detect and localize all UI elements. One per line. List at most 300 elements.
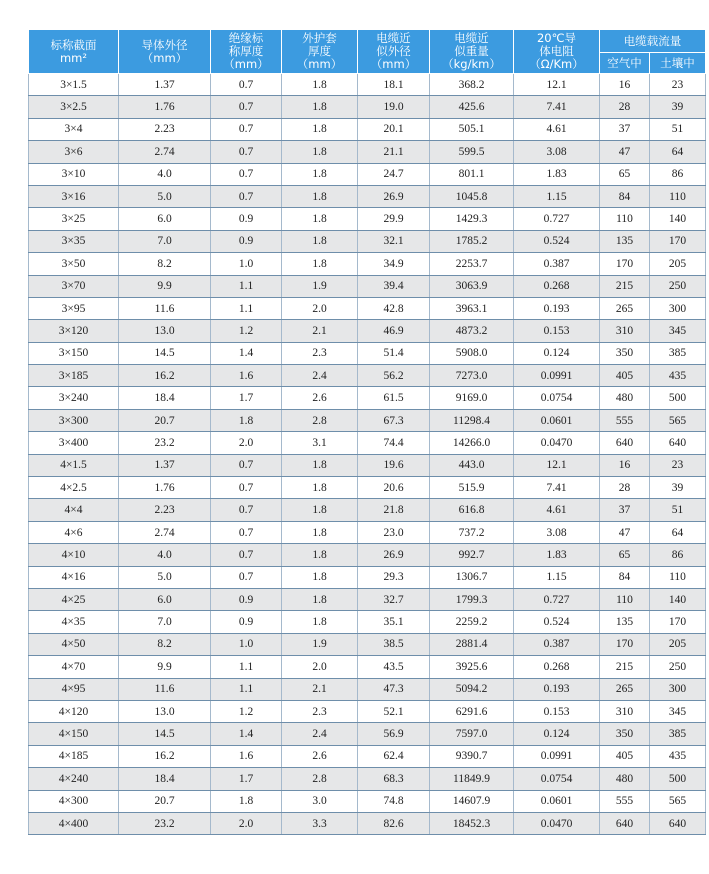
- cell-insulation: 1.4: [211, 723, 282, 745]
- cell-resistance: 0.268: [514, 656, 600, 678]
- cell-sheath: 3.0: [282, 790, 358, 812]
- cell-resistance: 4.61: [514, 499, 600, 521]
- cell-insulation: 0.7: [211, 454, 282, 476]
- cell-insulation: 1.0: [211, 633, 282, 655]
- cell-ampacity-soil: 500: [650, 768, 706, 790]
- cell-sheath: 1.8: [282, 141, 358, 163]
- cell-sheath: 2.4: [282, 365, 358, 387]
- header-conductor-od-unit: （mm）: [141, 50, 188, 65]
- cell-insulation: 1.7: [211, 768, 282, 790]
- cell-insulation: 1.1: [211, 656, 282, 678]
- table-body: [29, 74, 706, 835]
- cell-conductor-od: 9.9: [119, 656, 211, 678]
- table-row: [29, 477, 706, 499]
- cell-resistance: 3.08: [514, 521, 600, 543]
- cell-section: 3×70: [29, 275, 119, 297]
- cell-sheath: 1.9: [282, 275, 358, 297]
- cell-weight: 599.5: [430, 141, 514, 163]
- cell-resistance: 4.61: [514, 118, 600, 140]
- cell-sheath: 1.8: [282, 208, 358, 230]
- cell-ampacity-air: 405: [600, 365, 650, 387]
- table-row: [29, 678, 706, 700]
- cell-ampacity-air: 84: [600, 185, 650, 207]
- cell-conductor-od: 11.6: [119, 678, 211, 700]
- cell-insulation: 0.7: [211, 163, 282, 185]
- cell-ampacity-air: 555: [600, 409, 650, 431]
- cell-ampacity-soil: 23: [650, 454, 706, 476]
- cell-resistance: 1.83: [514, 163, 600, 185]
- table-row: [29, 320, 706, 342]
- cell-section: 3×300: [29, 409, 119, 431]
- cell-weight: 14607.9: [430, 790, 514, 812]
- cell-section: 3×400: [29, 432, 119, 454]
- cell-conductor-od: 11.6: [119, 297, 211, 319]
- table-row: [29, 745, 706, 767]
- cell-weight: 11849.9: [430, 768, 514, 790]
- cell-insulation: 1.4: [211, 342, 282, 364]
- cell-sheath: 1.8: [282, 253, 358, 275]
- cell-ampacity-soil: 300: [650, 678, 706, 700]
- cell-ampacity-air: 47: [600, 141, 650, 163]
- table-row: [29, 768, 706, 790]
- cell-ampacity-air: 215: [600, 656, 650, 678]
- cell-ampacity-soil: 300: [650, 297, 706, 319]
- cell-insulation: 1.1: [211, 678, 282, 700]
- cell-conductor-od: 1.37: [119, 454, 211, 476]
- cell-ampacity-soil: 170: [650, 230, 706, 252]
- cell-section: 4×70: [29, 656, 119, 678]
- cell-cable-od: 26.9: [358, 185, 430, 207]
- cell-resistance: 0.0470: [514, 812, 600, 834]
- table-row: [29, 185, 706, 207]
- cell-ampacity-soil: 250: [650, 275, 706, 297]
- cell-ampacity-air: 310: [600, 700, 650, 722]
- cell-resistance: 12.1: [514, 454, 600, 476]
- cell-section: 3×240: [29, 387, 119, 409]
- cell-ampacity-air: 170: [600, 633, 650, 655]
- cell-ampacity-soil: 250: [650, 656, 706, 678]
- cell-cable-od: 32.7: [358, 588, 430, 610]
- cell-resistance: 12.1: [514, 74, 600, 96]
- cell-resistance: 0.124: [514, 723, 600, 745]
- cell-section: 3×16: [29, 185, 119, 207]
- cable-spec-table: [28, 29, 706, 835]
- header-weight-unit: （kg/km）: [442, 57, 501, 71]
- table-row: [29, 141, 706, 163]
- cell-conductor-od: 20.7: [119, 409, 211, 431]
- cell-insulation: 1.1: [211, 275, 282, 297]
- cell-insulation: 0.7: [211, 96, 282, 118]
- cell-sheath: 1.8: [282, 588, 358, 610]
- cell-cable-od: 43.5: [358, 656, 430, 678]
- cell-resistance: 0.124: [514, 342, 600, 364]
- cell-resistance: 0.0601: [514, 409, 600, 431]
- cell-conductor-od: 13.0: [119, 320, 211, 342]
- cell-ampacity-air: 215: [600, 275, 650, 297]
- cell-weight: 14266.0: [430, 432, 514, 454]
- cell-resistance: 0.0991: [514, 365, 600, 387]
- table-row: [29, 342, 706, 364]
- cell-sheath: 2.3: [282, 700, 358, 722]
- cell-cable-od: 74.4: [358, 432, 430, 454]
- cell-ampacity-soil: 565: [650, 409, 706, 431]
- cell-ampacity-soil: 345: [650, 700, 706, 722]
- cell-section: 4×6: [29, 521, 119, 543]
- table-row: [29, 253, 706, 275]
- header-sheath-unit: （mm）: [296, 57, 343, 71]
- table-row: [29, 454, 706, 476]
- cell-ampacity-air: 480: [600, 768, 650, 790]
- cell-insulation: 1.6: [211, 745, 282, 767]
- cell-conductor-od: 1.76: [119, 96, 211, 118]
- cell-insulation: 0.7: [211, 544, 282, 566]
- cell-weight: 4873.2: [430, 320, 514, 342]
- cell-cable-od: 42.8: [358, 297, 430, 319]
- cell-weight: 9390.7: [430, 745, 514, 767]
- cell-cable-od: 21.1: [358, 141, 430, 163]
- cell-resistance: 0.387: [514, 633, 600, 655]
- cell-ampacity-air: 135: [600, 230, 650, 252]
- cell-resistance: 0.727: [514, 588, 600, 610]
- cell-sheath: 1.8: [282, 499, 358, 521]
- cell-insulation: 0.7: [211, 499, 282, 521]
- table-row: [29, 230, 706, 252]
- cell-section: 4×185: [29, 745, 119, 767]
- cell-ampacity-soil: 110: [650, 566, 706, 588]
- cell-insulation: 0.9: [211, 588, 282, 610]
- cell-ampacity-air: 555: [600, 790, 650, 812]
- table-row: [29, 588, 706, 610]
- cell-resistance: 0.0754: [514, 768, 600, 790]
- table-row: [29, 723, 706, 745]
- cell-sheath: 1.8: [282, 118, 358, 140]
- cell-weight: 443.0: [430, 454, 514, 476]
- cell-cable-od: 39.4: [358, 275, 430, 297]
- cell-section: 4×50: [29, 633, 119, 655]
- cell-ampacity-soil: 435: [650, 365, 706, 387]
- cell-cable-od: 56.9: [358, 723, 430, 745]
- header-section-label: 标称截面: [50, 37, 97, 52]
- cell-resistance: 0.0601: [514, 790, 600, 812]
- cell-ampacity-air: 47: [600, 521, 650, 543]
- cell-ampacity-air: 265: [600, 297, 650, 319]
- cell-resistance: 0.387: [514, 253, 600, 275]
- table-row: [29, 208, 706, 230]
- cell-weight: 616.8: [430, 499, 514, 521]
- cell-ampacity-soil: 23: [650, 74, 706, 96]
- cell-ampacity-soil: 86: [650, 163, 706, 185]
- cell-ampacity-air: 16: [600, 454, 650, 476]
- cell-ampacity-air: 16: [600, 74, 650, 96]
- cell-section: 4×35: [29, 611, 119, 633]
- cell-ampacity-air: 135: [600, 611, 650, 633]
- header-sheath: [282, 30, 358, 74]
- cell-ampacity-air: 350: [600, 342, 650, 364]
- cell-resistance: 1.15: [514, 185, 600, 207]
- cell-sheath: 2.0: [282, 297, 358, 319]
- cell-ampacity-soil: 64: [650, 521, 706, 543]
- cell-weight: 5908.0: [430, 342, 514, 364]
- cell-ampacity-air: 28: [600, 477, 650, 499]
- cell-section: 3×120: [29, 320, 119, 342]
- cell-ampacity-soil: 500: [650, 387, 706, 409]
- cell-weight: 1799.3: [430, 588, 514, 610]
- cell-conductor-od: 18.4: [119, 387, 211, 409]
- cell-resistance: 0.0754: [514, 387, 600, 409]
- cell-resistance: 0.153: [514, 320, 600, 342]
- cell-sheath: 2.4: [282, 723, 358, 745]
- cell-section: 3×6: [29, 141, 119, 163]
- cell-insulation: 0.7: [211, 477, 282, 499]
- header-resistance: [514, 30, 600, 74]
- cell-cable-od: 29.9: [358, 208, 430, 230]
- table-row: [29, 432, 706, 454]
- cell-section: 3×185: [29, 365, 119, 387]
- cell-ampacity-air: 65: [600, 163, 650, 185]
- header-insulation-label-2: 称厚度: [228, 44, 264, 58]
- table-row: [29, 499, 706, 521]
- cell-section: 4×95: [29, 678, 119, 700]
- cell-conductor-od: 7.0: [119, 611, 211, 633]
- cell-weight: 505.1: [430, 118, 514, 140]
- cell-ampacity-soil: 64: [650, 141, 706, 163]
- cell-ampacity-soil: 385: [650, 342, 706, 364]
- cell-ampacity-soil: 385: [650, 723, 706, 745]
- cell-sheath: 1.8: [282, 163, 358, 185]
- table-row: [29, 365, 706, 387]
- cell-conductor-od: 4.0: [119, 163, 211, 185]
- cell-ampacity-air: 37: [600, 118, 650, 140]
- table-row: [29, 790, 706, 812]
- cell-conductor-od: 2.74: [119, 521, 211, 543]
- cell-cable-od: 38.5: [358, 633, 430, 655]
- cell-section: 4×2.5: [29, 477, 119, 499]
- cell-sheath: 2.6: [282, 745, 358, 767]
- table-row: [29, 297, 706, 319]
- cell-section: 3×2.5: [29, 96, 119, 118]
- cell-conductor-od: 16.2: [119, 365, 211, 387]
- table-row: [29, 521, 706, 543]
- cell-weight: 2881.4: [430, 633, 514, 655]
- header-insulation-label-1: 绝缘标: [228, 31, 264, 45]
- cell-resistance: 0.524: [514, 611, 600, 633]
- table-row: [29, 656, 706, 678]
- cell-insulation: 2.0: [211, 432, 282, 454]
- cell-weight: 18452.3: [430, 812, 514, 834]
- cell-sheath: 1.8: [282, 544, 358, 566]
- cell-weight: 992.7: [430, 544, 514, 566]
- cell-cable-od: 18.1: [358, 74, 430, 96]
- cell-section: 3×150: [29, 342, 119, 364]
- cell-section: 4×300: [29, 790, 119, 812]
- cell-cable-od: 20.6: [358, 477, 430, 499]
- cell-weight: 368.2: [430, 74, 514, 96]
- cell-section: 4×400: [29, 812, 119, 834]
- table-row: [29, 409, 706, 431]
- cell-weight: 1306.7: [430, 566, 514, 588]
- cell-section: 3×4: [29, 118, 119, 140]
- cell-ampacity-air: 350: [600, 723, 650, 745]
- cell-resistance: 1.15: [514, 566, 600, 588]
- cell-weight: 1429.3: [430, 208, 514, 230]
- cell-cable-od: 67.3: [358, 409, 430, 431]
- header-cable-od-label-2: 似外径: [376, 44, 411, 58]
- table-row: [29, 566, 706, 588]
- cell-weight: 1785.2: [430, 230, 514, 252]
- cell-resistance: 0.727: [514, 208, 600, 230]
- header-weight: [430, 30, 514, 74]
- cell-ampacity-soil: 86: [650, 544, 706, 566]
- cell-cable-od: 46.9: [358, 320, 430, 342]
- header-ampacity: 电缆载流量: [600, 30, 706, 53]
- table-row: [29, 96, 706, 118]
- cell-section: 4×1.5: [29, 454, 119, 476]
- cell-conductor-od: 14.5: [119, 723, 211, 745]
- cell-cable-od: 21.8: [358, 499, 430, 521]
- cell-insulation: 2.0: [211, 812, 282, 834]
- cell-cable-od: 23.0: [358, 521, 430, 543]
- cell-section: 4×240: [29, 768, 119, 790]
- cell-sheath: 2.0: [282, 656, 358, 678]
- cell-conductor-od: 1.76: [119, 477, 211, 499]
- cell-ampacity-air: 640: [600, 432, 650, 454]
- cell-ampacity-air: 310: [600, 320, 650, 342]
- cell-ampacity-air: 640: [600, 812, 650, 834]
- table-row: [29, 544, 706, 566]
- cell-sheath: 2.1: [282, 320, 358, 342]
- cell-conductor-od: 6.0: [119, 208, 211, 230]
- cell-cable-od: 47.3: [358, 678, 430, 700]
- table-row: [29, 812, 706, 834]
- cell-conductor-od: 2.23: [119, 118, 211, 140]
- cell-ampacity-soil: 51: [650, 499, 706, 521]
- cell-conductor-od: 20.7: [119, 790, 211, 812]
- cell-insulation: 1.2: [211, 700, 282, 722]
- cell-sheath: 1.8: [282, 477, 358, 499]
- cell-sheath: 1.8: [282, 521, 358, 543]
- cell-cable-od: 61.5: [358, 387, 430, 409]
- header-cable-od: [358, 30, 430, 74]
- cell-cable-od: 51.4: [358, 342, 430, 364]
- cell-resistance: 3.08: [514, 141, 600, 163]
- cell-conductor-od: 14.5: [119, 342, 211, 364]
- cell-section: 3×10: [29, 163, 119, 185]
- cell-sheath: 1.8: [282, 611, 358, 633]
- cell-sheath: 1.8: [282, 230, 358, 252]
- cell-insulation: 1.7: [211, 387, 282, 409]
- cell-weight: 7597.0: [430, 723, 514, 745]
- cell-sheath: 1.8: [282, 96, 358, 118]
- cell-cable-od: 52.1: [358, 700, 430, 722]
- cell-resistance: 7.41: [514, 477, 600, 499]
- table-row: [29, 275, 706, 297]
- cell-resistance: 0.193: [514, 678, 600, 700]
- cell-ampacity-air: 37: [600, 499, 650, 521]
- cell-weight: 3925.6: [430, 656, 514, 678]
- cell-ampacity-air: 28: [600, 96, 650, 118]
- cell-section: 3×50: [29, 253, 119, 275]
- cell-weight: 3063.9: [430, 275, 514, 297]
- cell-weight: 1045.8: [430, 185, 514, 207]
- cell-cable-od: 74.8: [358, 790, 430, 812]
- cell-conductor-od: 16.2: [119, 745, 211, 767]
- cell-conductor-od: 4.0: [119, 544, 211, 566]
- cell-conductor-od: 9.9: [119, 275, 211, 297]
- cell-cable-od: 82.6: [358, 812, 430, 834]
- cell-conductor-od: 2.23: [119, 499, 211, 521]
- cell-weight: 5094.2: [430, 678, 514, 700]
- header-ampacity-soil: 土壤中: [650, 53, 706, 74]
- cell-conductor-od: 5.0: [119, 185, 211, 207]
- cell-resistance: 1.83: [514, 544, 600, 566]
- cell-conductor-od: 1.37: [119, 74, 211, 96]
- header-section: [29, 30, 119, 74]
- cell-resistance: 0.193: [514, 297, 600, 319]
- cell-section: 4×25: [29, 588, 119, 610]
- cell-ampacity-soil: 140: [650, 588, 706, 610]
- cell-insulation: 0.7: [211, 566, 282, 588]
- header-resistance-label-1: 20℃导: [536, 31, 577, 45]
- cell-resistance: 7.41: [514, 96, 600, 118]
- cell-resistance: 0.524: [514, 230, 600, 252]
- cell-section: 3×95: [29, 297, 119, 319]
- cell-cable-od: 19.0: [358, 96, 430, 118]
- cell-cable-od: 24.7: [358, 163, 430, 185]
- header-sheath-label-2: 厚度: [308, 44, 331, 58]
- header-section-unit: mm²: [59, 50, 87, 65]
- cell-insulation: 0.9: [211, 230, 282, 252]
- cell-conductor-od: 23.2: [119, 812, 211, 834]
- cell-section: 4×150: [29, 723, 119, 745]
- cell-ampacity-soil: 39: [650, 477, 706, 499]
- header-resistance-label-2: 体电阻: [539, 44, 574, 58]
- cell-ampacity-soil: 39: [650, 96, 706, 118]
- table-row: [29, 118, 706, 140]
- cell-cable-od: 32.1: [358, 230, 430, 252]
- cell-weight: 9169.0: [430, 387, 514, 409]
- header-weight-label-2: 似重量: [454, 44, 489, 58]
- header-sheath-label-1: 外护套: [302, 31, 337, 45]
- cell-insulation: 1.8: [211, 409, 282, 431]
- cell-weight: 3963.1: [430, 297, 514, 319]
- cell-section: 3×25: [29, 208, 119, 230]
- cell-cable-od: 35.1: [358, 611, 430, 633]
- table-row: [29, 163, 706, 185]
- cell-sheath: 2.8: [282, 409, 358, 431]
- cell-weight: 737.2: [430, 521, 514, 543]
- cell-weight: 6291.6: [430, 700, 514, 722]
- cell-insulation: 1.2: [211, 320, 282, 342]
- cell-section: 4×120: [29, 700, 119, 722]
- header-conductor-od: [119, 30, 211, 74]
- cell-weight: 11298.4: [430, 409, 514, 431]
- cell-insulation: 1.1: [211, 297, 282, 319]
- cell-sheath: 1.8: [282, 74, 358, 96]
- header-ampacity-air: 空气中: [600, 53, 650, 74]
- cell-insulation: 1.0: [211, 253, 282, 275]
- cell-cable-od: 34.9: [358, 253, 430, 275]
- cell-ampacity-soil: 140: [650, 208, 706, 230]
- cell-ampacity-air: 110: [600, 588, 650, 610]
- header-insulation: [211, 30, 282, 74]
- cell-ampacity-soil: 205: [650, 253, 706, 275]
- cell-ampacity-soil: 435: [650, 745, 706, 767]
- cell-section: 4×4: [29, 499, 119, 521]
- cell-ampacity-soil: 170: [650, 611, 706, 633]
- cell-ampacity-soil: 205: [650, 633, 706, 655]
- cell-cable-od: 62.4: [358, 745, 430, 767]
- cell-section: 3×35: [29, 230, 119, 252]
